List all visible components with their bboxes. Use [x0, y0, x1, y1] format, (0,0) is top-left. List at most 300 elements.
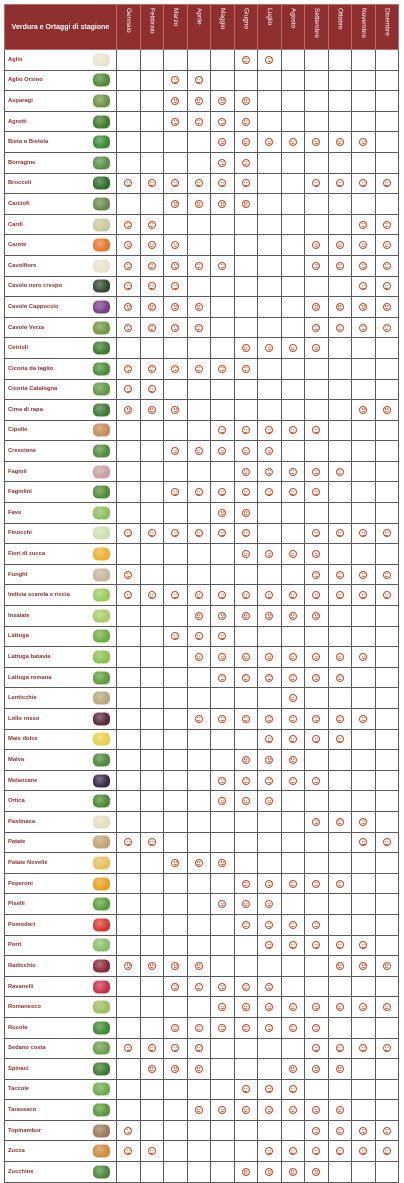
- month-cell: [305, 70, 329, 91]
- month-cell: [234, 1141, 258, 1162]
- month-cell: [281, 729, 305, 750]
- month-cell: [281, 873, 305, 894]
- month-cell: [305, 688, 329, 709]
- table-row: [5, 544, 399, 565]
- month-cell: [187, 235, 211, 256]
- month-cell: [164, 647, 188, 668]
- month-cell: [328, 750, 352, 771]
- cardoon-icon: [93, 218, 110, 231]
- zucchini-flower-icon: [93, 548, 110, 561]
- month-cell: [211, 523, 235, 544]
- month-cell: [117, 750, 141, 771]
- smiley-face-icon: [171, 983, 179, 991]
- table-row: [5, 770, 399, 791]
- month-cell: [211, 729, 235, 750]
- month-cell: [352, 914, 376, 935]
- table-row: [5, 1120, 399, 1141]
- month-cell: [305, 276, 329, 297]
- month-cell: [117, 606, 141, 627]
- month-cell: [281, 482, 305, 503]
- table-row: [5, 420, 399, 441]
- smiley-face-icon: [148, 1065, 156, 1073]
- table-row: [5, 50, 399, 71]
- smiley-face-icon: [218, 447, 226, 455]
- month-cell: [281, 214, 305, 235]
- month-cell: [140, 235, 164, 256]
- month-cell: [234, 626, 258, 647]
- asparagus-icon: [93, 94, 110, 107]
- smiley-face-icon: [312, 550, 320, 558]
- smiley-face-icon: [242, 900, 250, 908]
- month-cell: [117, 853, 141, 874]
- month-cell: [187, 111, 211, 132]
- smiley-face-icon: [218, 200, 226, 208]
- smiley-face-icon: [242, 880, 250, 888]
- month-cell: [258, 1079, 282, 1100]
- month-cell: [117, 976, 141, 997]
- month-cell: [117, 317, 141, 338]
- smiley-face-icon: [359, 941, 367, 949]
- smiley-face-icon: [312, 1127, 320, 1135]
- month-cell: [305, 956, 329, 977]
- smiley-face-icon: [359, 138, 367, 146]
- vegetable-cell: [5, 667, 117, 688]
- month-cell: [140, 997, 164, 1018]
- vegetable-cell: [5, 1120, 117, 1141]
- month-cell: [164, 976, 188, 997]
- month-cell: [305, 606, 329, 627]
- month-cell: [187, 1017, 211, 1038]
- month-cell: [187, 255, 211, 276]
- month-cell: [258, 729, 282, 750]
- month-cell: [164, 1100, 188, 1121]
- month-cell: [234, 1017, 258, 1038]
- month-cell: [234, 709, 258, 730]
- smiley-face-icon: [289, 344, 297, 352]
- month-cell: [305, 894, 329, 915]
- agretti-icon: [93, 115, 110, 128]
- month-cell: [281, 194, 305, 215]
- month-cell: [234, 688, 258, 709]
- month-cell: [164, 132, 188, 153]
- month-cell: [117, 564, 141, 585]
- month-cell: [234, 235, 258, 256]
- month-cell: [305, 853, 329, 874]
- month-cell: [328, 194, 352, 215]
- smiley-face-icon: [265, 138, 273, 146]
- smiley-face-icon: [242, 138, 250, 146]
- month-cell: [164, 173, 188, 194]
- month-cell: [187, 1141, 211, 1162]
- smiley-face-icon: [312, 777, 320, 785]
- month-cell: [305, 935, 329, 956]
- smiley-face-icon: [383, 1003, 391, 1011]
- smiley-face-icon: [289, 426, 297, 434]
- month-cell: [352, 523, 376, 544]
- month-cell: [258, 935, 282, 956]
- month-cell: [328, 111, 352, 132]
- month-cell: [234, 811, 258, 832]
- month-cell: [352, 50, 376, 71]
- month-cell: [164, 235, 188, 256]
- month-cell: [281, 400, 305, 421]
- month-cell: [375, 606, 399, 627]
- month-cell: [328, 482, 352, 503]
- smiley-face-icon: [265, 1085, 273, 1093]
- vegetable-name: Funghi: [8, 571, 28, 578]
- month-cell: [187, 564, 211, 585]
- smiley-face-icon: [218, 365, 226, 373]
- month-cell: [328, 585, 352, 606]
- vegetable-name: Melanzane: [8, 777, 38, 784]
- month-cell: [187, 503, 211, 524]
- smiley-face-icon: [312, 921, 320, 929]
- month-cell: [117, 523, 141, 544]
- smiley-face-icon: [359, 406, 367, 414]
- month-cell: [281, 997, 305, 1018]
- month-cell: [328, 791, 352, 812]
- vegetable-cell: [5, 379, 117, 400]
- vegetable-cell: [5, 750, 117, 771]
- month-cell: [305, 1141, 329, 1162]
- smiley-face-icon: [218, 591, 226, 599]
- month-cell: [211, 379, 235, 400]
- table-row: [5, 688, 399, 709]
- smiley-face-icon: [124, 221, 132, 229]
- smiley-face-icon: [218, 653, 226, 661]
- smiley-face-icon: [312, 303, 320, 311]
- month-cell: [305, 914, 329, 935]
- table-row: [5, 214, 399, 235]
- month-cell: [258, 1017, 282, 1038]
- month-cell: [234, 503, 258, 524]
- smiley-face-icon: [124, 324, 132, 332]
- month-cell: [140, 1100, 164, 1121]
- vegetable-name: Broccoli: [8, 180, 32, 187]
- smiley-face-icon: [218, 97, 226, 105]
- month-cell: [375, 255, 399, 276]
- smiley-face-icon: [195, 118, 203, 126]
- vegetable-name: Fave: [8, 509, 22, 516]
- month-cell: [211, 894, 235, 915]
- month-cell: [187, 688, 211, 709]
- month-cell: [305, 482, 329, 503]
- month-cell: [375, 770, 399, 791]
- month-cell: [281, 50, 305, 71]
- month-cell: [164, 709, 188, 730]
- tomato-icon: [93, 918, 110, 931]
- month-cell: [234, 1038, 258, 1059]
- jerusalem-artichoke-icon: [93, 1124, 110, 1137]
- smiley-face-icon: [242, 983, 250, 991]
- month-cell: [187, 461, 211, 482]
- month-cell: [258, 214, 282, 235]
- month-cell: [164, 317, 188, 338]
- smiley-face-icon: [242, 653, 250, 661]
- month-cell: [187, 358, 211, 379]
- vegetable-cell: [5, 235, 117, 256]
- month-cell: [258, 503, 282, 524]
- smiley-face-icon: [218, 509, 226, 517]
- smiley-face-icon: [265, 1147, 273, 1155]
- month-cell: [187, 976, 211, 997]
- month-cell: [328, 811, 352, 832]
- month-cell: [187, 1120, 211, 1141]
- month-cell: [117, 1079, 141, 1100]
- vegetable-name: Agretti: [8, 118, 27, 125]
- month-cell: [258, 585, 282, 606]
- month-header: [234, 5, 258, 50]
- month-cell: [140, 461, 164, 482]
- smiley-face-icon: [242, 468, 250, 476]
- month-cell: [258, 194, 282, 215]
- month-cell: [281, 523, 305, 544]
- month-cell: [258, 1100, 282, 1121]
- romanesco-icon: [93, 1001, 110, 1014]
- borage-icon: [93, 156, 110, 169]
- smiley-face-icon: [171, 488, 179, 496]
- month-cell: [281, 91, 305, 112]
- month-cell: [375, 729, 399, 750]
- pumpkin-icon: [93, 1145, 110, 1158]
- smiley-face-icon: [289, 777, 297, 785]
- smiley-face-icon: [171, 262, 179, 270]
- month-cell: [258, 914, 282, 935]
- smiley-face-icon: [336, 324, 344, 332]
- month-cell: [352, 173, 376, 194]
- smiley-face-icon: [289, 1147, 297, 1155]
- month-cell: [258, 91, 282, 112]
- vegetable-cell: [5, 997, 117, 1018]
- month-cell: [352, 441, 376, 462]
- month-cell: [211, 606, 235, 627]
- month-cell: [352, 338, 376, 359]
- vegetable-cell: [5, 626, 117, 647]
- month-header: [211, 5, 235, 50]
- month-cell: [187, 729, 211, 750]
- month-cell: [187, 297, 211, 318]
- month-cell: [211, 832, 235, 853]
- smiley-face-icon: [242, 509, 250, 517]
- month-cell: [117, 50, 141, 71]
- smiley-face-icon: [242, 159, 250, 167]
- month-cell: [187, 791, 211, 812]
- smiley-face-icon: [265, 756, 273, 764]
- table-row: [5, 70, 399, 91]
- month-cell: [352, 111, 376, 132]
- month-cell: [187, 1059, 211, 1080]
- smiley-face-icon: [195, 200, 203, 208]
- smiley-face-icon: [171, 179, 179, 187]
- vegetable-cell: [5, 1100, 117, 1121]
- vegetable-name: Peperoni: [8, 880, 33, 887]
- month-cell: [328, 1141, 352, 1162]
- month-cell: [305, 750, 329, 771]
- month-cell: [140, 564, 164, 585]
- vegetable-name: Aglio: [8, 56, 23, 63]
- month-cell: [305, 544, 329, 565]
- month-cell: [140, 338, 164, 359]
- table-row: [5, 1038, 399, 1059]
- month-cell: [352, 214, 376, 235]
- smiley-face-icon: [124, 1147, 132, 1155]
- smiley-face-icon: [312, 488, 320, 496]
- vegetable-cell: [5, 503, 117, 524]
- month-cell: [234, 461, 258, 482]
- month-cell: [117, 1038, 141, 1059]
- month-cell: [305, 214, 329, 235]
- month-cell: [352, 276, 376, 297]
- month-cell: [164, 585, 188, 606]
- month-cell: [281, 317, 305, 338]
- month-cell: [375, 482, 399, 503]
- month-label: Novembre: [359, 8, 367, 38]
- garlic-icon: [93, 53, 110, 66]
- month-cell: [375, 1017, 399, 1038]
- month-cell: [328, 770, 352, 791]
- smiley-face-icon: [359, 179, 367, 187]
- month-cell: [140, 935, 164, 956]
- month-cell: [281, 585, 305, 606]
- vegetable-name: Cavolfiore: [8, 262, 37, 269]
- table-row: [5, 935, 399, 956]
- month-cell: [117, 338, 141, 359]
- month-cell: [211, 276, 235, 297]
- month-cell: [140, 1079, 164, 1100]
- month-cell: [305, 709, 329, 730]
- smiley-face-icon: [195, 76, 203, 84]
- month-cell: [352, 873, 376, 894]
- smiley-face-icon: [171, 324, 179, 332]
- vegetable-cell: [5, 317, 117, 338]
- smiley-face-icon: [148, 303, 156, 311]
- month-cell: [281, 606, 305, 627]
- month-cell: [211, 152, 235, 173]
- month-cell: [187, 585, 211, 606]
- vegetable-name: Asparagi: [8, 97, 33, 104]
- month-cell: [234, 914, 258, 935]
- month-cell: [328, 297, 352, 318]
- table-row: [5, 400, 399, 421]
- vegetable-cell: [5, 111, 117, 132]
- smiley-face-icon: [148, 179, 156, 187]
- month-cell: [164, 482, 188, 503]
- month-cell: [281, 441, 305, 462]
- month-cell: [281, 235, 305, 256]
- month-cell: [117, 873, 141, 894]
- romaine-lettuce-icon: [93, 671, 110, 684]
- watercress-icon: [93, 445, 110, 458]
- month-cell: [164, 1141, 188, 1162]
- month-cell: [305, 791, 329, 812]
- smiley-face-icon: [289, 1024, 297, 1032]
- month-cell: [328, 503, 352, 524]
- smiley-face-icon: [359, 1147, 367, 1155]
- month-cell: [164, 152, 188, 173]
- month-cell: [328, 647, 352, 668]
- month-cell: [234, 70, 258, 91]
- month-cell: [281, 770, 305, 791]
- month-cell: [352, 297, 376, 318]
- month-cell: [328, 914, 352, 935]
- smiley-face-icon: [265, 426, 273, 434]
- month-cell: [305, 647, 329, 668]
- month-cell: [352, 770, 376, 791]
- smiley-face-icon: [312, 529, 320, 537]
- month-cell: [117, 358, 141, 379]
- savoy-cabbage-icon: [93, 321, 110, 334]
- vegetable-cell: [5, 420, 117, 441]
- vegetable-name: Piselli: [8, 901, 25, 908]
- month-cell: [117, 1120, 141, 1141]
- month-cell: [234, 770, 258, 791]
- smiley-face-icon: [289, 756, 297, 764]
- smiley-face-icon: [312, 241, 320, 249]
- vegetable-name: Fagioli: [8, 468, 27, 475]
- month-cell: [375, 358, 399, 379]
- month-cell: [328, 1017, 352, 1038]
- month-cell: [281, 1038, 305, 1059]
- month-cell: [328, 564, 352, 585]
- month-cell: [375, 91, 399, 112]
- month-cell: [117, 914, 141, 935]
- month-cell: [140, 1059, 164, 1080]
- dandelion-icon: [93, 1104, 110, 1117]
- smiley-face-icon: [336, 1106, 344, 1114]
- month-cell: [328, 729, 352, 750]
- month-cell: [281, 750, 305, 771]
- month-cell: [305, 173, 329, 194]
- smiley-face-icon: [336, 262, 344, 270]
- month-cell: [164, 894, 188, 915]
- month-cell: [164, 1079, 188, 1100]
- month-cell: [140, 832, 164, 853]
- month-cell: [375, 503, 399, 524]
- beans-icon: [93, 465, 110, 478]
- month-cell: [258, 379, 282, 400]
- vegetable-name: Ortica: [8, 798, 25, 805]
- month-cell: [375, 235, 399, 256]
- smiley-face-icon: [312, 468, 320, 476]
- month-cell: [281, 1017, 305, 1038]
- month-cell: [187, 647, 211, 668]
- month-cell: [164, 1162, 188, 1183]
- month-cell: [187, 441, 211, 462]
- vegetable-cell: [5, 709, 117, 730]
- month-cell: [211, 503, 235, 524]
- month-cell: [211, 770, 235, 791]
- month-cell: [281, 811, 305, 832]
- smiley-face-icon: [195, 488, 203, 496]
- vegetable-cell: [5, 606, 117, 627]
- month-cell: [140, 420, 164, 441]
- month-cell: [164, 832, 188, 853]
- month-cell: [140, 1120, 164, 1141]
- month-cell: [211, 91, 235, 112]
- vegetable-name: Lattuga: [8, 633, 29, 640]
- vegetable-cell: [5, 791, 117, 812]
- smiley-face-icon: [171, 529, 179, 537]
- smiley-face-icon: [171, 97, 179, 105]
- smiley-face-icon: [312, 262, 320, 270]
- smiley-face-icon: [242, 550, 250, 558]
- month-cell: [211, 709, 235, 730]
- vegetable-cell: [5, 461, 117, 482]
- month-cell: [234, 997, 258, 1018]
- lettuce-icon: [93, 630, 110, 643]
- vegetable-cell: [5, 276, 117, 297]
- month-cell: [164, 70, 188, 91]
